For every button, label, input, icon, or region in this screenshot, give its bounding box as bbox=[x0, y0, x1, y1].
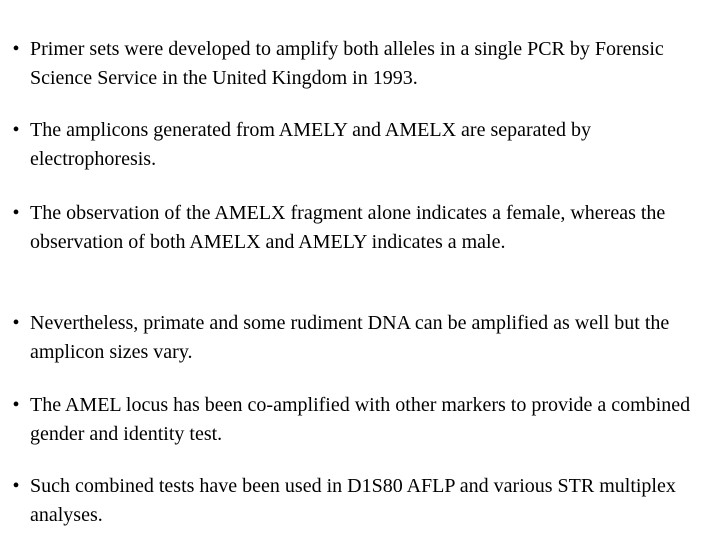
bullet-marker: • bbox=[12, 475, 20, 497]
bullet-text: The amplicons generated from AMELY and AMELX are separated by electrophoresis. bbox=[30, 119, 591, 170]
bullet-marker: • bbox=[12, 202, 20, 224]
bullet-marker: • bbox=[12, 394, 20, 416]
bullet-text: Primer sets were developed to amplify both alleles in a single PCR by Forensic Science Service in the United Kingdom in 1993. bbox=[30, 38, 664, 89]
bullet-text: The observation of the AMELX fragment alone indicates a female, whereas the observation of both AMELX and AMELY indicates a male. bbox=[30, 202, 666, 253]
bullet-item bbox=[4, 472, 714, 529]
bullet-text: Nevertheless, primate and some rudiment DNA can be amplified as well but the amplicon sizes vary. bbox=[30, 312, 670, 363]
bullet-marker: • bbox=[12, 312, 20, 334]
bullet-item bbox=[4, 391, 714, 448]
bullet-item bbox=[4, 116, 714, 173]
bullet-marker: • bbox=[12, 119, 20, 141]
bullet-marker: • bbox=[12, 38, 20, 60]
bullet-item bbox=[4, 199, 714, 256]
bullet-text: Such combined tests have been used in D1S80 AFLP and various STR multiplex analyses. bbox=[30, 475, 676, 526]
bullet-text: The AMEL locus has been co-amplified with other markers to provide a combined gender and identity test. bbox=[30, 394, 691, 445]
bullet-item bbox=[4, 35, 714, 92]
bullet-item bbox=[4, 309, 714, 366]
